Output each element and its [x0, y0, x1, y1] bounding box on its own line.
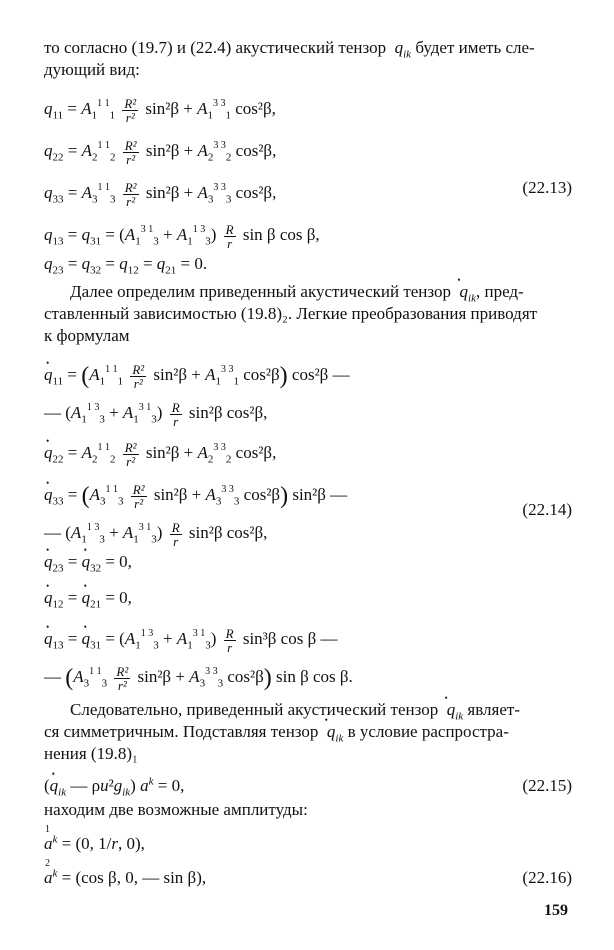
equation-number-22-15: (22.15) — [522, 776, 572, 795]
paragraph-3-line-2: ся симметричным. Подставляя тензор • $q_{ik}$ в условие распростра- — [44, 722, 509, 742]
equation-q11: $q_{11} = A_1^{1 1}_1$ $\frac{\text{R²}}{\text{r²}}$ $\sin^2\beta + A_1^{3 3}_1$ cos²β, — [44, 95, 276, 125]
paragraph-1-line-1: то согласно (19.7) и (22.4) акустический тензор $q_{ik}$ будет иметь сле- — [44, 38, 535, 61]
paragraph-3-line-3: нения (19.8)₁ — [44, 744, 138, 763]
equation-q23: $q_{23} = q_{32} = q_{12} = q_{21} = 0$. — [44, 254, 208, 277]
paragraph-2-line-2: ставленный зависимостью (19.8)₂. Легкие преобразования приводят — [44, 304, 538, 323]
equation-number-22-14: (22.14) — [522, 500, 572, 519]
equation-amplitude-2: 2 $a^k = (\cos$ β, 0, — sin β), — [44, 858, 207, 887]
equation-qdot11-a: • $q_{11} = (A_1^{1 1}_1$ $\frac{\text{R²}}{\text{r²}}$ $\sin^2\beta + A_1^{3 3}_1$ cos²β) cos²β — — [44, 360, 350, 390]
paragraph-1-line-2: дующий вид: — [44, 60, 140, 79]
equation-qdot33-b: — $(A_1^{1 3}_3 + A_1^{3 1}_3)$ $\frac{R}{r}$ sin²β cos²β, — [44, 519, 268, 549]
equation-qdot13-a: • $q_{13}$ = • $q_{31} = (A_1^{1 3}_3 + A_1^{3 1}_3)$ $\frac{R}{r}$ sin³β cos β — — [44, 624, 338, 654]
equation-q22: $q_{22} = A_2^{1 1}_2$ $\frac{\text{R²}}{\text{r²}}$ $\sin^2\beta + A_2^{3 3}_2$ cos²β, — [44, 137, 277, 167]
equation-number-22-13: (22.13) — [522, 178, 572, 197]
page-number: 159 — [544, 902, 568, 919]
paragraph-4-line-1: находим две возможные амплитуды: — [44, 800, 308, 819]
equation-qdot11-b: — $(A_1^{1 3}_3 + A_1^{3 1}_3)$ $\frac{R}{r}$ sin²β cos²β, — [44, 399, 268, 429]
equation-number-22-16: (22.16) — [522, 868, 572, 887]
equation-qdot33-a: • $q_{33} = (A_3^{1 1}_3$ $\frac{\text{R²}}{\text{r²}}$ $\sin^2\beta + A_3^{3 3}_3$ cos²β) sin²β — — [44, 480, 347, 510]
equation-propagation: (• $q_{ik}$ — $\rho u^2g_{ik}$) $a^k = 0$, — [44, 776, 184, 796]
equation-qdot23: • $q_{23}$ = • $q_{32} = 0$, — [44, 552, 132, 572]
equation-qdot12: • $q_{12}$ = • $q_{21} = 0$, — [44, 588, 132, 608]
equation-q33: $q_{33} = A_3^{1 1}_3$ $\frac{\text{R²}}{\text{r²}}$ $\sin^2\beta + A_3^{3 3}_3$ cos²β, — [44, 179, 277, 209]
equation-qdot13-b: — ($A_3^{1 1}_3$ $\frac{\text{R²}}{\text{r²}}$ $\sin^2\beta + A_3^{3 3}_3$ cos²β) sin β cos β. — [44, 663, 353, 693]
equation-amplitude-1: 1 $a^k = (0$, 1/r, 0), — [44, 824, 145, 853]
paragraph-2-line-1: Далее определим приведенный акустический тензор • $q_{ik}$, пред- — [70, 282, 524, 302]
equation-qdot22: • $q_{22} = A_2^{1 1}_2$ $\frac{\text{R²}}{\text{r²}}$ $\sin^2\beta + A_2^{3 3}_2$ cos²β, — [44, 438, 276, 468]
paragraph-3-line-1: Следовательно, приведенный акустический тензор • $q_{ik}$ являет- — [70, 700, 520, 720]
equation-q13: $q_{13} = q_{31} = (A_1^{3 1}_3 + A_1^{1 3}_3)$ $\frac{R}{r}$ sin β cos β, — [44, 221, 320, 251]
paragraph-2-line-3: к формулам — [44, 326, 130, 345]
